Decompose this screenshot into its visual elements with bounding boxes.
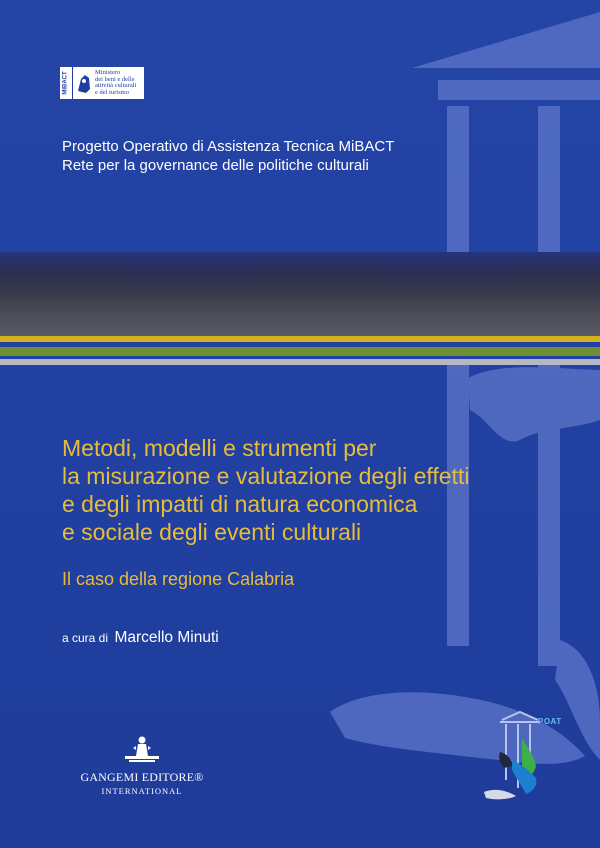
mibact-logo bbox=[60, 67, 144, 99]
gradient-band bbox=[0, 252, 600, 336]
logo-line: dei beni e delle bbox=[95, 75, 135, 83]
poat-label: POAT bbox=[538, 717, 562, 726]
curator-prefix: a cura di bbox=[62, 631, 109, 645]
book-title bbox=[62, 434, 469, 546]
curator-credit bbox=[62, 629, 219, 647]
logo-side-text: MiBACT bbox=[63, 71, 69, 95]
book-subtitle: Il caso della regione Calabria bbox=[62, 569, 295, 589]
project-line-2: Rete per la governance delle politiche culturali bbox=[62, 157, 369, 174]
curator-name: Marcello Minuti bbox=[114, 629, 219, 646]
publisher-emblem-icon bbox=[119, 734, 165, 768]
title-line: e sociale degli eventi culturali bbox=[62, 519, 362, 545]
publisher-sub: INTERNATIONAL bbox=[101, 786, 183, 796]
title-line: e degli impatti di natura economica bbox=[62, 491, 418, 517]
title-line: la misurazione e valutazione degli effetti bbox=[62, 463, 470, 489]
stripe-green bbox=[0, 347, 600, 356]
logo-side-label bbox=[60, 67, 73, 99]
mibact-emblem-icon bbox=[75, 69, 93, 97]
project-line-1: Progetto Operativo di Assistenza Tecnica MiBACT bbox=[62, 138, 395, 155]
logo-line: Ministero bbox=[95, 69, 121, 76]
logo-line: e del turismo bbox=[95, 88, 129, 96]
logo-line: attività culturali bbox=[95, 82, 137, 89]
stripe-grey bbox=[0, 359, 600, 365]
logo-text bbox=[95, 70, 136, 96]
publisher-name: GANGEMI EDITORE® bbox=[80, 770, 204, 784]
title-line: Metodi, modelli e strumenti per bbox=[62, 435, 377, 461]
project-heading bbox=[62, 137, 394, 175]
publisher-logo bbox=[72, 734, 212, 796]
